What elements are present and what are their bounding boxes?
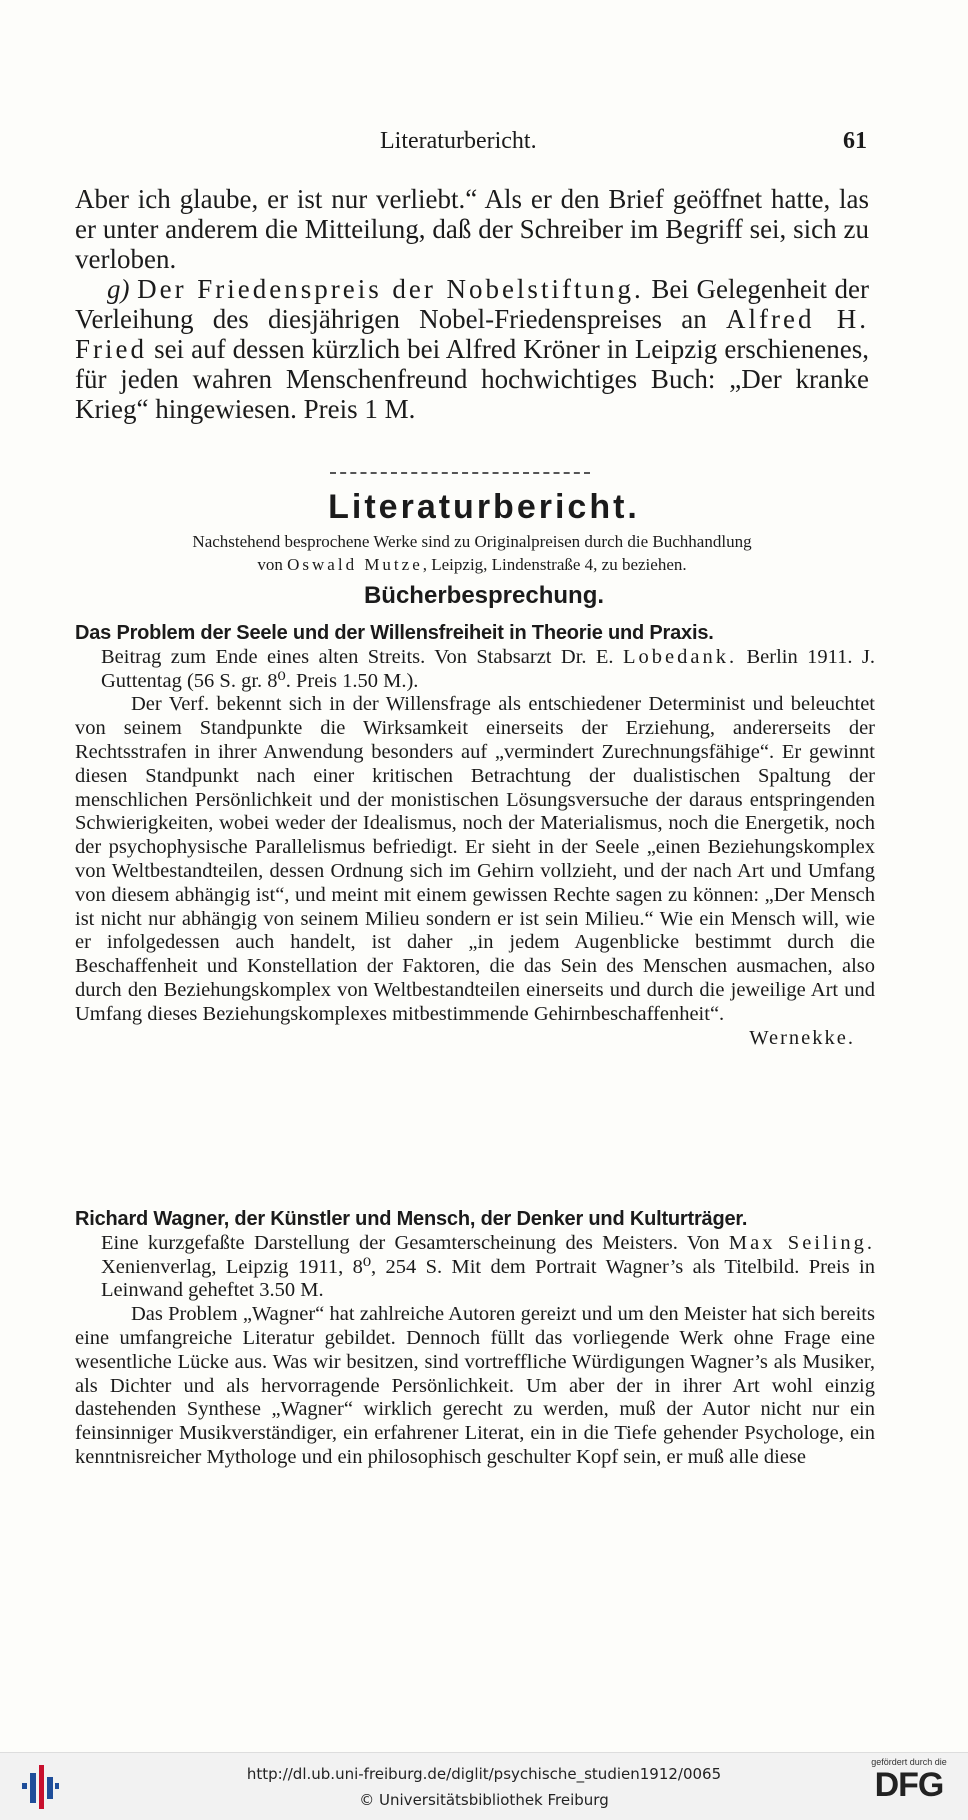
notice-address: , Leipzig, Lindenstraße 4, zu beziehen. (422, 555, 687, 574)
section-title: Literaturbericht. (328, 488, 640, 526)
running-title: Literaturbericht. (380, 128, 537, 154)
review (75, 1208, 875, 1470)
intro-paragraph: Aber ich glaube, er ist nur verliebt.“ Als er den Brief geöffnet hatte, las er unter anderem die Mitteilung, daß der Schreiber im Begriff sei, sich zu verloben. (75, 184, 869, 274)
source-url[interactable]: http://dl.ub.uni-freiburg.de/diglit/psychische_studien1912/0065 (246, 1765, 722, 1783)
dfg-logo (864, 1757, 954, 1803)
review-title: Richard Wagner, der Künstler und Mensch, der Denker und Kulturträger. (75, 1208, 748, 1230)
review-meta-text: Beitrag zum Ende eines alten Streits. Von Stabsarzt Dr. E. (101, 645, 614, 668)
dfg-wordmark: DFG (874, 1766, 944, 1804)
review-author: Lobedank. (622, 645, 738, 668)
dfg-note: gefördert durch die (871, 1757, 947, 1767)
item-g-title: Der Friedenspreis der Nobelstiftung. (137, 274, 644, 304)
item-g-text-2: sei auf dessen kürzlich bei Alfred Kröner in Leipzig erschienenes, für jeden wahren Menschenfreund hochwichtiges Buch: „Der kranke Krieg“ hingewiesen. Preis 1 M. (75, 334, 870, 424)
item-g-marker: g) (107, 274, 130, 304)
notice-line-2 (75, 553, 869, 576)
review-meta (75, 646, 875, 694)
review-signature: Wernekke. (749, 1026, 855, 1049)
item-g-text-1: Bei Gelegenheit der Verleihung des diesjährigen Nobel-Friedenspreises an (75, 274, 870, 334)
copyright: © Universitätsbibliothek Freiburg (359, 1791, 609, 1809)
review-author: Max Seiling. (728, 1231, 876, 1254)
notice-prefix: von (257, 555, 283, 574)
notice-publisher: Oswald Mutze (287, 555, 423, 574)
section-subtitle: Bücherbesprechung. (363, 582, 605, 609)
review-meta-text: Berlin 1911. J. Guttentag (56 S. gr. 8⁰. Preis 1.50 M.). (101, 645, 875, 692)
section-notice (75, 530, 869, 576)
item-g-name: Alfred H. Fried (75, 304, 870, 364)
review (75, 622, 875, 1050)
review-text: Der Verf. bekennt sich in der Willensfrage als entschiedener Determinist und beleuchtet von seinem Standpunkte die Wirksamkeit einerseits der Erziehung, andererseits der Rechtsstrafen in ihrer Anwendung besonders auf „vermindert Zurechnungsfähige“. Er gewinnt diesen Standpunkt nach einer kritischen Betrachtung der dualistischen Spaltung der menschlichen Persönlichkeit und der monistischen Lösungsversuche der daraus entspringenden Schwierigkeiten, wobei weder der Idealismus, noch der Materialismus, noch die Energetik, noch der psychophysische Parallelismus befriedigt. Er sieht in der Seele „einen Beziehungskomplex von Weltbestandteilen, dessen Ordnung sich im Gehirn vollzieht, und der nach Art und Umfang von diesem abhängig ist“, und meint mit einem gewissen Rechte sagen zu können: „Der Mensch ist nicht nur abhängig von seinem Milieu sondern er ist sein Milieu.“ Wie ein Mensch will, wie er infolgedessen auch handelt, ist daher „in jedem Augenblicke bestimmt durch die Beschaffenheit und Konstellation der Faktoren, die das Sein des Menschen ausmachen, also durch den Beziehungskomplex von Weltbestandteilen einerseits und durch die jeweilige Art und Umfang dieses Beziehungskomplexes mitbestimmende Gehirnbeschaffenheit“. (75, 693, 875, 1025)
review-title: Das Problem der Seele und der Willensfreiheit in Theorie und Praxis. (75, 622, 714, 644)
page-number: 61 (843, 128, 867, 154)
section-divider (330, 472, 590, 474)
intro-text (75, 184, 869, 424)
notice-line-1: Nachstehend besprochene Werke sind zu Originalpreisen durch die Buchhandlung (192, 532, 752, 551)
review-meta-text: Eine kurzgefaßte Darstellung der Gesamterscheinung des Meisters. Von (101, 1231, 720, 1254)
viewer-footer (0, 1752, 968, 1820)
item-g-paragraph (75, 274, 869, 424)
review-meta (75, 1232, 875, 1303)
review-text: Das Problem „Wagner“ hat zahlreiche Autoren gereizt und um den Meister hat sich bereits eine umfangreiche Literatur gebildet. Dennoch füllt das vorliegende Werk ohne Frage eine wesentliche Lücke aus. Was wir besitzen, sind vortreffliche Würdigungen Wagner’s als Musiker, als Dichter und als hervorragende Persönlichkeit. Um aber der in ihrer Art wohl einzig dastehenden Synthese „Wagner“ wirklich gerecht zu werden, muß der Autor nicht nur ein feinsinniger Musikverständiger, ein erfahrener Literat, ein in die Tiefe gehender Psychologe, ein kenntnisreicher Mythologe und ein philosophisch geschulter Kopf sein, er muß alle diese (75, 1303, 875, 1468)
review-meta-text: Xenienverlag, Leipzig 1911, 8⁰, 254 S. Mit dem Portrait Wagner’s als Titelbild. Preis in Leinwand geheftet 3.50 M. (101, 1255, 875, 1302)
